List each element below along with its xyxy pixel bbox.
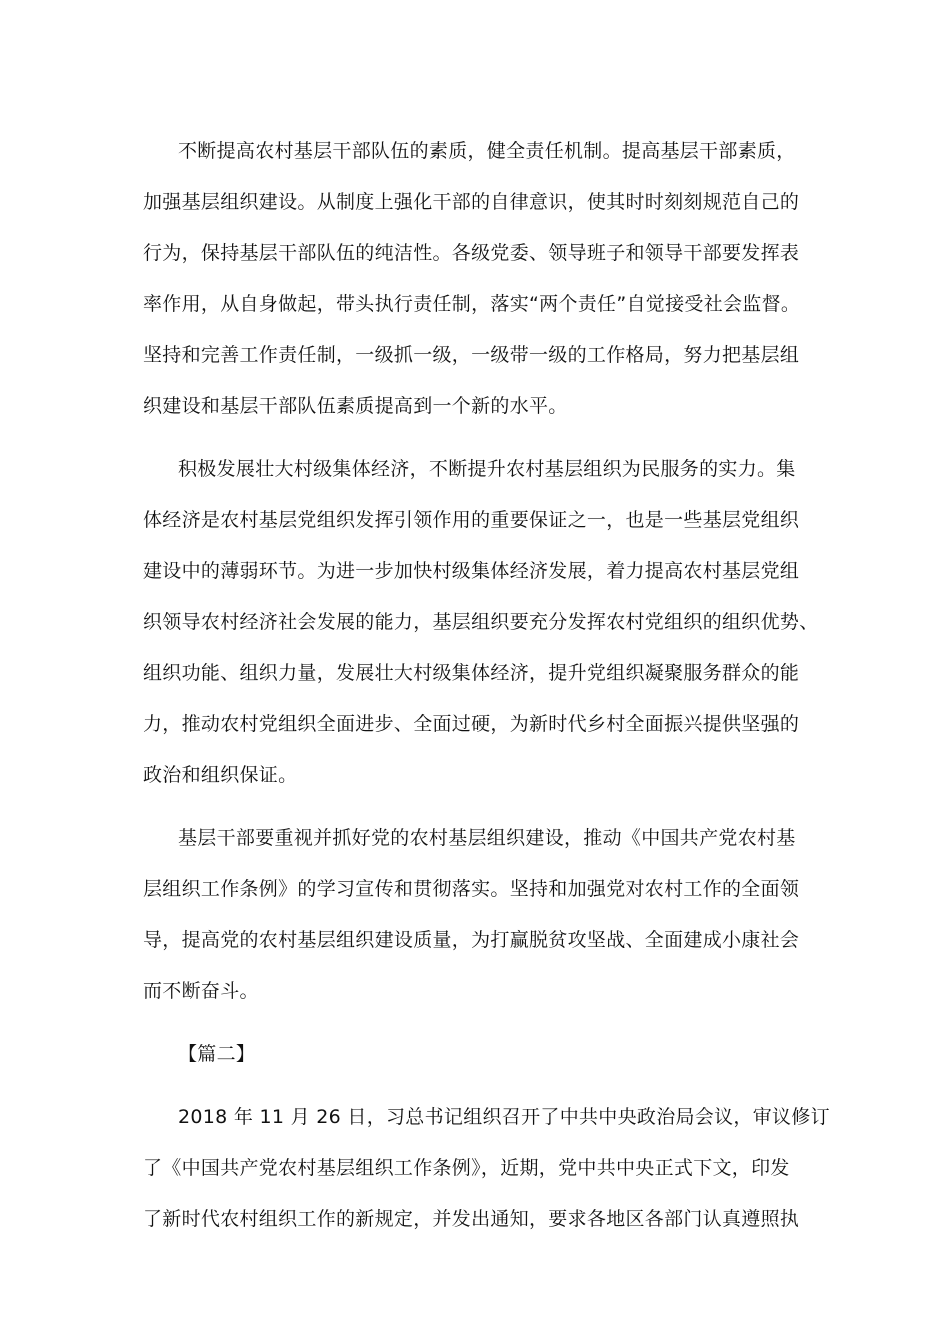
text-line: 而不断奋斗。 <box>143 980 259 1002</box>
paragraph-spacer <box>143 1017 807 1029</box>
paragraph-spacer <box>143 432 807 444</box>
paragraph-4 <box>143 1092 830 1245</box>
text-line: 基层干部要重视并抓好党的农村基层组织建设，推动《中国共产党农村基 <box>178 827 796 849</box>
text-line: 了新时代农村组织工作的新规定，并发出通知，要求各地区各部门认真遵照执 <box>143 1208 800 1230</box>
paragraph-2 <box>143 444 819 801</box>
paragraph-3 <box>143 813 807 1017</box>
text-line: 坚持和完善工作责任制，一级抓一级，一级带一级的工作格局，努力把基层组 <box>143 344 800 366</box>
text-line: 率作用，从自身做起，带头执行责任制，落实“两个责任”自觉接受社会监督。 <box>143 293 801 315</box>
text-line: 层组织工作条例》的学习宣传和贯彻落实。坚持和加强党对农村工作的全面领 <box>143 878 800 900</box>
text-line: 体经济是农村基层党组织发挥引领作用的重要保证之一，也是一些基层党组织 <box>143 509 800 531</box>
paragraph-spacer <box>143 801 807 813</box>
text-line: 政治和组织保证。 <box>143 764 298 786</box>
text-line: 积极发展壮大村级集体经济，不断提升农村基层组织为民服务的实力。集 <box>178 458 796 480</box>
text-line: 2018 年 11 月 26 日，习总书记组织召开了中共中央政治局会议，审议修订 <box>178 1106 830 1128</box>
text-line: 建设中的薄弱环节。为进一步加快村级集体经济发展，着力提高农村基层党组 <box>143 560 800 582</box>
section-heading-text: 【篇二】 <box>178 1043 256 1065</box>
paragraph-1 <box>143 126 807 432</box>
text-line: 力，推动农村党组织全面进步、全面过硬，为新时代乡村全面振兴提供坚强的 <box>143 713 800 735</box>
text-line: 了《中国共产党农村基层组织工作条例》，近期，党中共中央正式下文，印发 <box>143 1157 790 1179</box>
section-heading <box>143 1029 807 1080</box>
text-line: 行为，保持基层干部队伍的纯洁性。各级党委、领导班子和领导干部要发挥表 <box>143 242 800 264</box>
document-body <box>143 126 830 1245</box>
text-line: 织建设和基层干部队伍素质提高到一个新的水平。 <box>143 395 568 417</box>
text-line: 导，提高党的农村基层组织建设质量，为打赢脱贫攻坚战、全面建成小康社会 <box>143 929 800 951</box>
text-line: 不断提高农村基层干部队伍的素质，健全责任机制。提高基层干部素质， <box>178 140 796 162</box>
paragraph-spacer <box>143 1080 807 1092</box>
text-line: 织领导农村经济社会发展的能力，基层组织要充分发挥农村党组织的组织优势、 <box>143 611 819 633</box>
text-line: 加强基层组织建设。从制度上强化干部的自律意识，使其时时刻刻规范自己的 <box>143 191 800 213</box>
text-line: 组织功能、组织力量，发展壮大村级集体经济，提升党组织凝聚服务群众的能 <box>143 662 800 684</box>
